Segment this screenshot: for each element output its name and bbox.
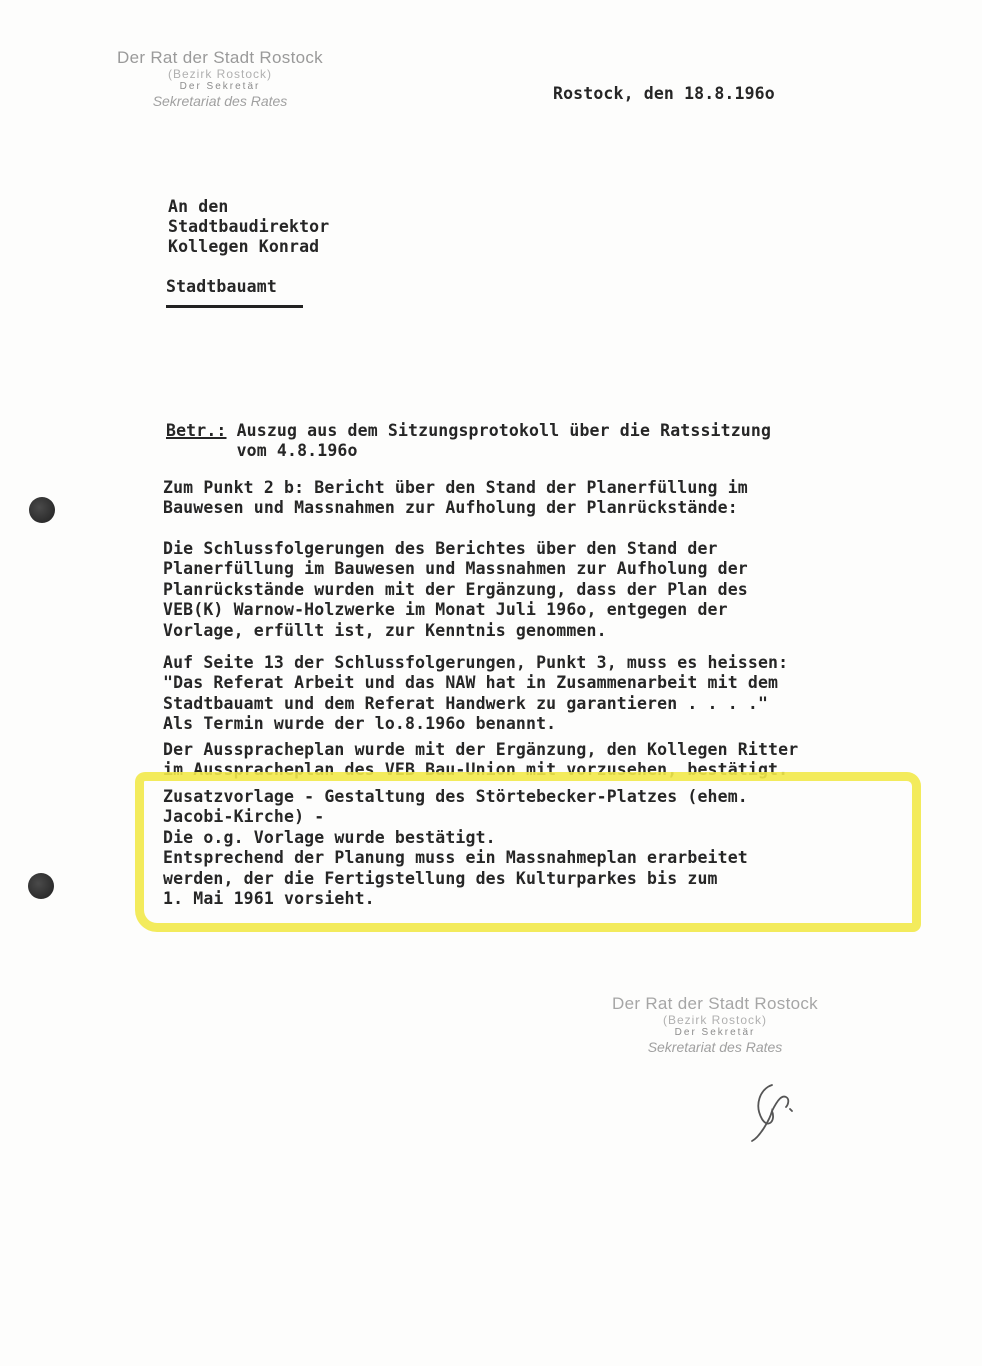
letter-date: Rostock, den 18.8.196o — [553, 84, 775, 103]
handwritten-signature-icon — [742, 1075, 802, 1145]
subject-label: Betr.: — [166, 421, 227, 440]
subject-line — [166, 421, 771, 461]
punch-hole-icon — [28, 873, 54, 899]
recipient-department: Stadtbauamt — [166, 277, 277, 296]
paragraph-conclusions: Die Schlussfolgerungen des Berichtes über den Stand der Planerfüllung im Bauwesen und Massnahmen zur Aufholung der Planrückstände wurden mit der Ergänzung, dass der Plan des VEB(K) Warnow-Holzwerke im Monat Juli 196o, entgegen der Vorlage, erfüllt ist, zur Kenntnis genommen. — [163, 539, 748, 640]
punch-hole-icon — [29, 497, 55, 523]
subject-text: Auszug aus dem Sitzungsprotokoll über die Ratssitzung vom 4.8.196o — [236, 421, 772, 460]
paragraph-agenda-item: Zum Punkt 2 b: Bericht über den Stand der Planerfüllung im Bauwesen und Massnahmen zur Aufholung der Planrückstände: — [163, 478, 748, 518]
stamp-bottom-line2: (Bezirk Rostock) — [662, 1012, 767, 1027]
paragraph-page-13: Auf Seite 13 der Schlussfolgerungen, Punkt 3, muss es heissen: "Das Referat Arbeit und das NAW hat in Zusammenarbeit mit dem Stadtbauamt und dem Referat Handwerk zu garantieren . . . ." Als Termin wurde der lo.8.196o benannt. — [163, 653, 789, 734]
paragraph-supplementary-proposal: Zusatzvorlage - Gestaltung des Störtebecker-Platzes (ehem. Jacobi-Kirche) - Die o.g. Vorlage wurde bestätigt. Entsprechend der Planung muss ein Massnahmeplan erarbeitet werden, der die Fertigstellung des Kulturparkes bis zum 1. Mai 1961 vorsieht. — [163, 787, 748, 909]
stamp-top-line1: Der Rat der Stadt Rostock — [117, 48, 323, 67]
department-underline — [166, 305, 303, 308]
stamp-bottom-line4: Sekretariat des Rates — [647, 1038, 783, 1055]
stamp-top-line2: (Bezirk Rostock) — [167, 66, 272, 81]
recipient-line1: An den — [168, 197, 229, 216]
stamp-bottom — [575, 994, 855, 1055]
stamp-bottom-line3: Der Sekretär — [674, 1027, 756, 1039]
stamp-top — [80, 48, 360, 109]
stamp-top-line4: Sekretariat des Rates — [152, 92, 288, 109]
recipient-line3: Kollegen Konrad — [168, 237, 320, 256]
stamp-bottom-line1: Der Rat der Stadt Rostock — [612, 994, 818, 1013]
recipient-line2: Stadtbaudirektor — [168, 217, 330, 236]
recipient-block — [168, 197, 329, 257]
paragraph-discussion-plan: Der Ausspracheplan wurde mit der Ergänzung, den Kollegen Ritter im Ausspracheplan des VEB Bau-Union mit vorzusehen, bestätigt. — [163, 740, 799, 780]
highlight-box — [135, 772, 921, 932]
stamp-top-line3: Der Sekretär — [179, 81, 261, 93]
